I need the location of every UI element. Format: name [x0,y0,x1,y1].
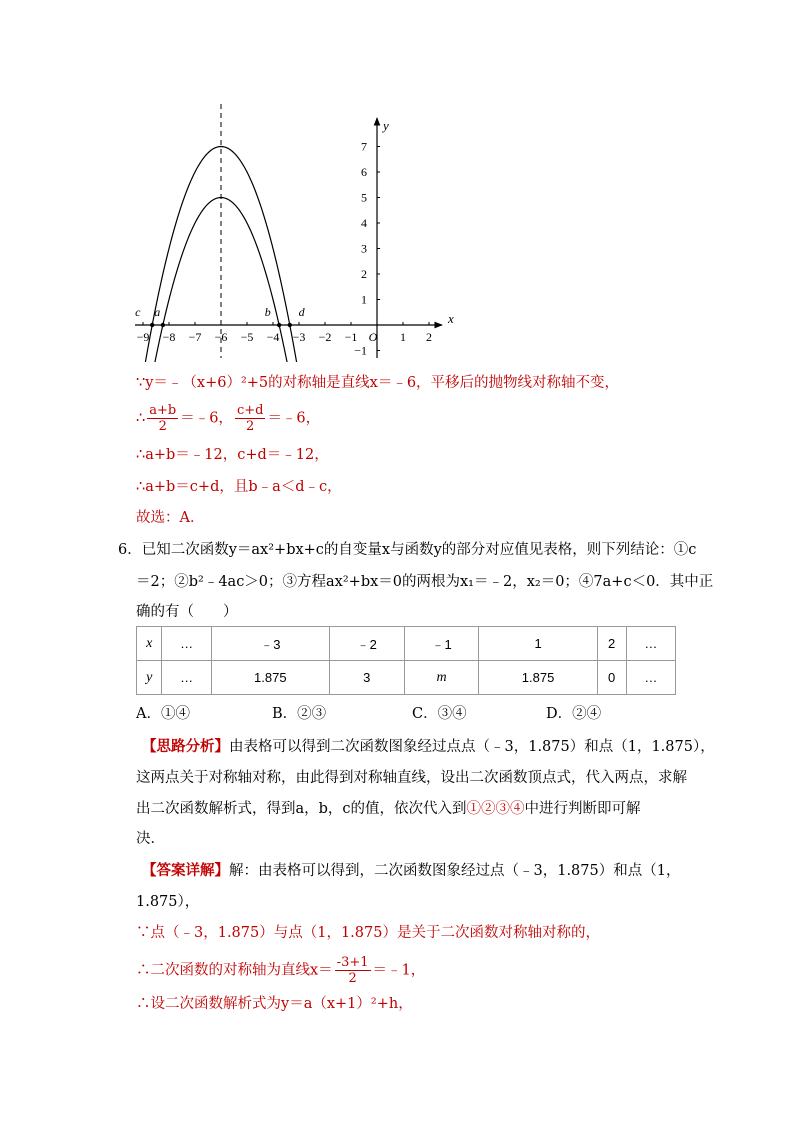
y-tick-label: 5 [361,190,367,205]
x-tick-label: −7 [188,330,202,344]
answer-tag: 【答案详解】 [142,862,229,879]
x-tick-label: −2 [318,330,332,344]
table-cell: ﹣3 [211,627,329,661]
fraction-denominator: 2 [246,419,255,434]
value-table [136,626,676,695]
table-cell: ﹣2 [329,627,404,661]
y-tick-label: −1 [354,343,367,358]
table-cell: … [626,627,675,661]
parabola-graph [130,100,460,362]
x-tick-label: −1 [344,330,358,344]
question-6-line-1: 6．已知二次函数y＝ax²+bx+c的自变量x与函数y的部分对应值见表格，则下列结论：①c [118,542,697,558]
y-tick-label: 2 [361,267,367,281]
option-c[interactable]: C．③④ [412,706,467,722]
fraction-axis [335,955,371,986]
table-cell: … [162,627,211,661]
fraction-numerator: -3+1 [336,955,369,970]
analysis-line-3-prefix: 出二次函数解析式，得到a，b，c的值，依次代入到 [136,801,467,817]
y-tick-label: 7 [361,139,367,154]
option-b[interactable]: B．②③ [272,706,327,722]
table-row-y [137,661,676,695]
table-cell: 1.875 [211,661,329,695]
solution-line-4: ∴a+b＝c+d，且b﹣a＜d﹣c， [136,479,342,495]
table-cell: 0 [597,661,626,695]
table-cell: … [162,661,211,695]
y-tick-label: 3 [361,241,367,256]
table-cell: x [137,627,162,661]
option-a[interactable]: A．①④ [136,706,190,722]
analysis-line-1 [142,737,715,757]
root-label: b [264,305,271,320]
answer-line-3: ∵点（﹣3，1.875）与点（1，1.875）是关于二次函数对称轴对称的， [136,925,600,941]
solution-line-1: ∵y＝﹣（x+6）²+5的对称轴是直线x＝﹣6，平移后的抛物线对称轴不变， [136,375,620,391]
answer-line-4-prefix: ∴二次函数的对称轴为直线x＝ [136,962,333,979]
table-cell: 1.875 [479,661,597,695]
fraction-c-plus-d [235,403,266,434]
y-tick-label: 1 [361,292,367,307]
x-tick-label: −4 [266,330,280,344]
answer-line-4 [136,955,425,986]
answer-line-2: 1.875）， [136,894,200,910]
answer-line-5: ∴设二次函数解析式为y＝a（x+1）²+h， [136,996,413,1012]
y-axis-label: y [383,118,389,133]
fraction-denominator: 2 [348,971,357,986]
y-tick-label: 6 [361,165,367,179]
table-cell: 2 [597,627,626,661]
answer-line-1 [142,861,680,881]
analysis-line-2: 这两点关于对称轴对称，由此得到对称轴直线，设出二次函数顶点式，代入两点，求解 [136,770,687,786]
table-cell: 3 [329,661,404,695]
option-d[interactable]: D．②④ [546,706,602,722]
solution-line-2-mid: ＝﹣6， [180,410,233,427]
solution-line-3: ∴a+b＝﹣12，c+d＝﹣12， [136,447,329,463]
fraction-a-plus-b [147,403,178,434]
y-tick-label: 4 [361,216,367,230]
solution-line-2 [136,403,320,434]
analysis-line-3-suffix: 中进行判断即可解 [524,801,641,817]
table-cell: m [404,661,479,695]
analysis-text: 由表格可以得到二次函数图象经过点点（﹣3，1.875）和点（1，1.875）， [229,739,715,755]
origin-label: O [368,330,378,344]
x-tick-label: −8 [162,330,176,344]
x-axis-label: x [448,311,454,326]
table-cell: … [626,661,675,695]
fraction-numerator: c+d [236,403,264,418]
x-tick-label: 2 [426,330,432,344]
root-label: a [154,305,161,320]
x-tick-label: −9 [136,330,150,344]
answer-line-4-suffix: ＝﹣1， [372,962,426,979]
root-point [150,323,154,327]
root-point [288,323,292,327]
x-tick-label: −3 [292,330,306,344]
fraction-denominator: 2 [158,419,167,434]
table-cell: y [137,661,162,695]
table-cell: 1 [479,627,597,661]
solution-line-2-end: ＝﹣6， [267,410,321,427]
solution-line-2-prefix: ∴ [136,410,146,427]
answer-choice-line: 故选：A． [136,510,205,526]
answer-text: 解：由表格可以得到，二次函数图象经过点（﹣3，1.875）和点（1， [229,863,681,879]
root-label: d [298,305,305,320]
root-point [161,323,165,327]
analysis-line-4: 决． [136,831,165,847]
question-6-line-2: ＝2；②b²﹣4ac＞0；③方程ax²+bx＝0的两根为x₁＝﹣2，x₂＝0；④7a+c＜0．其中正 [136,574,714,590]
x-tick-label: −5 [240,330,254,344]
analysis-line-3-highlight: ①②③④ [466,801,525,817]
question-6-line-3: 确的有（ ） [136,604,238,620]
analysis-line-3 [136,799,641,819]
x-tick-label: −6 [214,330,228,344]
table-cell: ﹣1 [404,627,479,661]
fraction-numerator: a+b [149,403,177,418]
analysis-tag: 【思路分析】 [142,738,229,755]
x-tick-label: 1 [400,330,406,344]
root-label: c [135,305,141,320]
table-row-x [137,627,676,661]
root-point [277,323,281,327]
